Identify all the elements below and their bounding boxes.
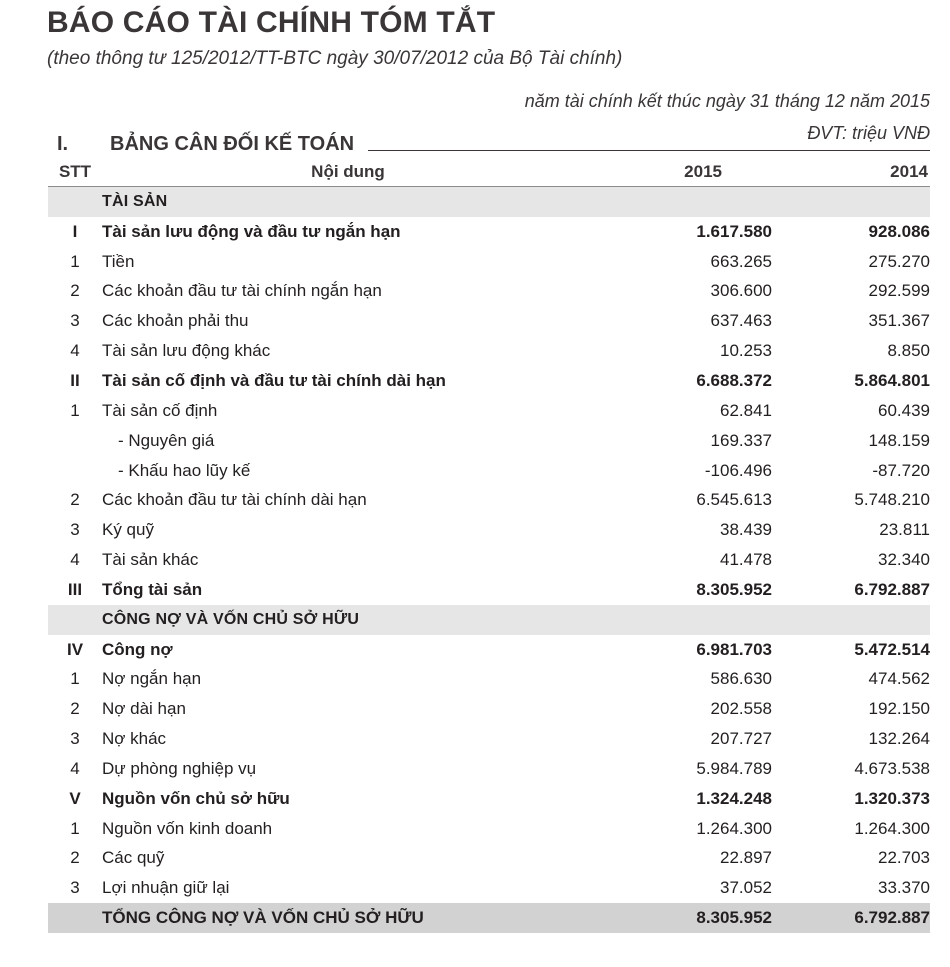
row-label: Dự phòng nghiệp vụ [102, 758, 257, 778]
row-value-2014: 4.673.538 [854, 758, 930, 778]
row-label: Các khoản đầu tư tài chính dài hạn [102, 490, 367, 510]
row-label: TỔNG CÔNG NỢ VÀ VỐN CHỦ SỞ HỮU [102, 903, 642, 933]
row-stt: II [70, 370, 80, 390]
row-value-2015: 1.324.248 [696, 788, 772, 808]
table-row [48, 754, 930, 784]
table-row [48, 635, 930, 665]
table-row [48, 665, 930, 695]
row-value-2015: 37.052 [720, 878, 772, 898]
table-row [48, 814, 930, 844]
row-stt: 3 [70, 520, 80, 540]
balance-sheet-table [48, 187, 930, 933]
row-label: Tài sản cố định và đầu tư tài chính dài hạn [102, 370, 446, 390]
row-stt: V [69, 788, 81, 808]
table-row [48, 515, 930, 545]
row-value-2015: 207.727 [710, 729, 772, 749]
report-subtitle: (theo thông tư 125/2012/TT-BTC ngày 30/07/2012 của Bộ Tài chính) [47, 48, 623, 69]
section-header-row [48, 187, 930, 217]
row-label: Các khoản phải thu [102, 311, 249, 331]
table-row [48, 247, 930, 277]
row-label: - Nguyên giá [118, 430, 215, 450]
row-value-2014: 351.367 [868, 311, 930, 331]
row-value-2015: 169.337 [710, 430, 772, 450]
row-value-2014: 192.150 [868, 699, 930, 719]
header-stt: STT [58, 162, 92, 181]
row-stt: 2 [70, 281, 80, 301]
table-row [48, 545, 930, 575]
section-header-row [48, 605, 930, 635]
section-title: BẢNG CÂN ĐỐI KẾ TOÁN [110, 133, 355, 155]
row-value-2014: 23.811 [879, 520, 930, 540]
row-stt [48, 903, 102, 933]
row-label: Nợ khác [102, 729, 167, 749]
row-value-2015: 663.265 [710, 251, 772, 271]
row-label: Tổng tài sản [102, 579, 203, 599]
row-stt [48, 426, 102, 456]
table-row [48, 575, 930, 605]
row-label: Nguồn vốn chủ sở hữu [102, 788, 290, 808]
table-row [48, 873, 930, 903]
table-row [48, 336, 930, 366]
row-stt: 2 [70, 848, 80, 868]
row-stt [48, 456, 102, 486]
row-stt: 3 [70, 729, 80, 749]
row-stt: 2 [70, 699, 80, 719]
row-stt [48, 187, 102, 217]
row-value-2014: 5.472.514 [854, 639, 930, 659]
row-value-2014: 5.864.801 [854, 370, 930, 390]
row-value-2015: 8.305.952 [696, 579, 772, 599]
row-label: Các khoản đầu tư tài chính ngắn hạn [102, 281, 382, 301]
row-value-2015: 62.841 [720, 400, 772, 420]
row-value-2015: 6.545.613 [696, 490, 772, 510]
row-stt: IV [66, 639, 84, 659]
row-value-2015: 10.253 [720, 341, 772, 361]
table-row [48, 844, 930, 874]
balance-sheet-body [48, 187, 930, 933]
row-stt: 4 [70, 758, 80, 778]
row-value-2015: 38.439 [720, 520, 772, 540]
row-value-2014: 1.264.300 [854, 818, 930, 838]
row-label: Nợ dài hạn [102, 699, 186, 719]
row-value-2014: 32.340 [878, 550, 930, 570]
row-value-2015: 1.264.300 [696, 818, 772, 838]
table-header [48, 160, 930, 186]
row-stt: 3 [70, 878, 80, 898]
row-label: Lợi nhuận giữ lại [102, 878, 230, 898]
row-stt: 1 [70, 251, 80, 271]
row-label: Nguồn vốn kinh doanh [102, 818, 273, 838]
row-value-2014: 474.562 [868, 669, 930, 689]
row-value-2015: 41.478 [720, 550, 772, 570]
row-stt: 1 [70, 818, 80, 838]
row-value-2014: 60.439 [878, 400, 930, 420]
table-row [48, 485, 930, 515]
table-row [48, 306, 930, 336]
report-title: BÁO CÁO TÀI CHÍNH TÓM TẮT [47, 6, 496, 39]
row-stt [48, 605, 102, 635]
row-label: Tài sản lưu động khác [102, 341, 271, 361]
row-value-2015: 1.617.580 [696, 221, 772, 241]
row-value-2014 [772, 187, 930, 217]
section-divider [368, 150, 930, 151]
header-2014: 2014 [890, 162, 928, 181]
row-stt: I [72, 221, 78, 241]
row-value-2015: -106.496 [704, 460, 772, 480]
table-row [48, 724, 930, 754]
row-value-2014: 132.264 [868, 729, 930, 749]
row-value-2015: 6.981.703 [696, 639, 772, 659]
table-row [48, 366, 930, 396]
row-value-2015: 8.305.952 [642, 903, 772, 933]
row-label: CÔNG NỢ VÀ VỐN CHỦ SỞ HỮU [102, 605, 642, 635]
table-row [48, 456, 930, 486]
row-value-2015: 202.558 [710, 699, 772, 719]
row-stt: 3 [70, 311, 80, 331]
row-value-2014: 1.320.373 [854, 788, 930, 808]
row-value-2015: 22.897 [720, 848, 772, 868]
row-value-2014: 928.086 [868, 221, 930, 241]
row-value-2015: 637.463 [710, 311, 772, 331]
row-stt: III [67, 579, 83, 599]
row-value-2014 [772, 605, 930, 635]
row-stt: 2 [70, 490, 80, 510]
table-row [48, 784, 930, 814]
table-row [48, 277, 930, 307]
row-value-2014: 275.270 [868, 251, 930, 271]
row-value-2015: 6.688.372 [696, 370, 772, 390]
row-value-2014: 33.370 [878, 878, 930, 898]
row-label: Tài sản cố định [102, 400, 218, 420]
table-row [48, 396, 930, 426]
row-label: Nợ ngắn hạn [102, 669, 202, 689]
row-value-2014: 8.850 [887, 341, 930, 361]
row-value-2014: 5.748.210 [854, 490, 930, 510]
header-2015: 2015 [684, 162, 722, 181]
row-value-2015 [642, 605, 772, 635]
row-label: - Khấu hao lũy kế [118, 460, 251, 480]
currency-unit: ĐVT: triệu VNĐ [807, 123, 930, 143]
row-value-2014: -87.720 [872, 460, 930, 480]
row-value-2015: 5.984.789 [696, 758, 772, 778]
row-label: Ký quỹ [102, 520, 154, 540]
row-value-2014: 148.159 [868, 430, 930, 450]
row-value-2014: 6.792.887 [854, 579, 930, 599]
table-row [48, 694, 930, 724]
row-stt: 1 [70, 669, 80, 689]
row-label: Tài sản khác [102, 550, 199, 570]
row-stt: 1 [70, 400, 80, 420]
row-value-2015 [642, 187, 772, 217]
row-label: Tài sản lưu động và đầu tư ngắn hạn [102, 221, 401, 241]
row-value-2015: 306.600 [710, 281, 772, 301]
row-value-2014: 22.703 [878, 848, 930, 868]
table-row [48, 217, 930, 247]
row-label: Tiền [102, 251, 135, 271]
row-value-2014: 292.599 [868, 281, 930, 301]
section-number: I. [57, 133, 69, 155]
row-value-2015: 586.630 [710, 669, 772, 689]
row-label: Các quỹ [102, 848, 165, 868]
grand-total-row [48, 903, 930, 933]
fiscal-period: năm tài chính kết thúc ngày 31 tháng 12 năm 2015 [524, 91, 930, 111]
row-stt: 4 [70, 550, 80, 570]
row-label: TÀI SẢN [102, 187, 642, 217]
header-content: Nội dung [311, 162, 385, 181]
row-label: Công nợ [102, 639, 173, 659]
row-stt: 4 [70, 341, 80, 361]
row-value-2014: 6.792.887 [772, 903, 930, 933]
table-row [48, 426, 930, 456]
